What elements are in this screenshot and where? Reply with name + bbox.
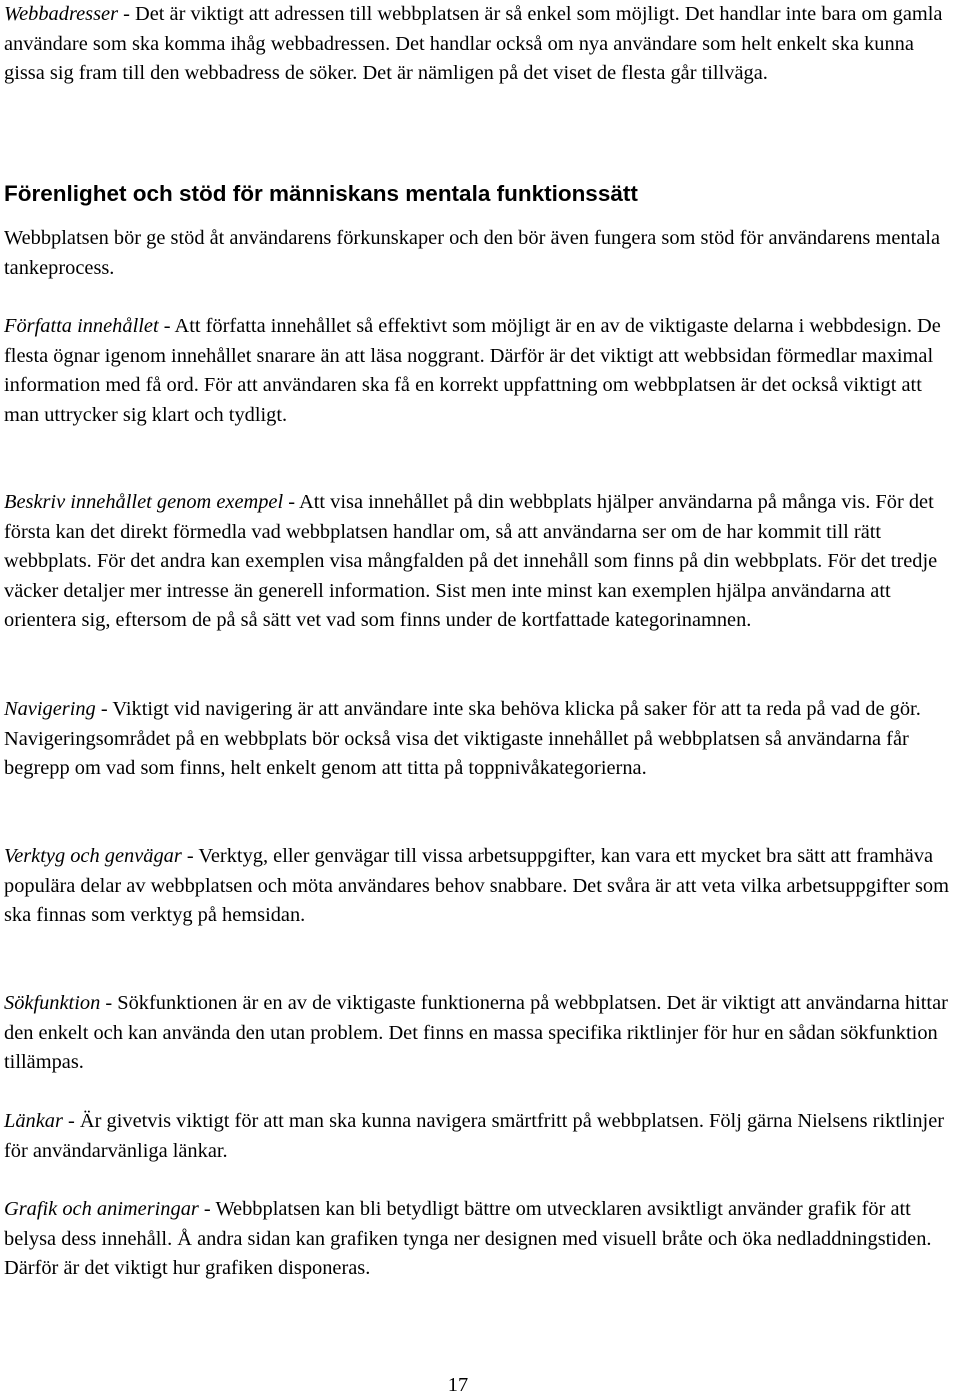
text-forfatta: - Att författa innehållet så effektivt som möjligt är en av de viktigaste delarna i webbdesign. De flesta ögnar igenom innehållet snarare än att läsa noggrant. Därför är det viktigt att webbsidan förmedlar maximal information med få ord. För att användaren ska få en korrekt uppfattning om webbplatsen är det också viktigt att man uttrycker sig klart och tydligt. xyxy=(4,315,941,426)
term-lankar: Länkar xyxy=(4,1110,63,1132)
text-sokfunktion: - Sökfunktionen är en av de viktigaste funktionerna på webbplatsen. Det är viktigt att användarna hittar den enkelt och kan använda den utan problem. Det finns en massa specifika riktlinjer för hur en sådan sökfunktion tillämpas. xyxy=(4,992,948,1073)
paragraph-intro xyxy=(4,224,956,283)
term-webbadresser: Webbadresser xyxy=(4,3,119,25)
paragraph-forfatta xyxy=(4,312,956,430)
text-webbadresser: - Det är viktigt att adressen till webbplatsen är så enkel som möjligt. Det handlar inte bara om gamla användare som ska komma ihåg webbadressen. Det handlar också om nya användare som helt enkelt ska kunna gissa sig fram till den webbadress de söker. Det är nämligen på det viset de flesta går tillväga. xyxy=(4,3,943,84)
term-grafik: Grafik och animeringar xyxy=(4,1198,199,1220)
text-intro: Webbplatsen bör ge stöd åt användarens förkunskaper och den bör även fungera som stöd för användarens mentala tankeprocess. xyxy=(4,227,941,279)
text-navigering: - Viktigt vid navigering är att användare inte ska behöva klicka på saker för att ta reda på vad de gör. Navigeringsområdet på en webbplats bör också visa det viktigaste innehållet på webbplatsen så användarna får begrepp om vad som finns, helt enkelt genom att titta på toppnivåkategorierna. xyxy=(4,698,921,779)
section-heading: Förenlighet och stöd för människans mentala funktionssätt xyxy=(4,181,638,206)
term-beskriv: Beskriv innehållet genom exempel xyxy=(4,491,284,513)
paragraph-webbadresser xyxy=(4,0,956,89)
paragraph-beskriv xyxy=(4,488,956,636)
paragraph-navigering xyxy=(4,695,956,784)
term-sokfunktion: Sökfunktion xyxy=(4,992,101,1014)
text-grafik: - Webbplatsen kan bli betydligt bättre om utvecklaren avsiktligt använder grafik för att belysa dess innehåll. Å andra sidan kan grafiken tynga ner designen med visuell bråte och öka nedladdningstiden. Därför är det viktigt hur grafiken disponeras. xyxy=(4,1198,932,1279)
document-page xyxy=(4,0,956,1399)
paragraph-lankar xyxy=(4,1107,956,1166)
paragraph-verktyg xyxy=(4,842,956,931)
paragraph-sokfunktion xyxy=(4,989,956,1078)
page-number: 17 xyxy=(447,1374,469,1396)
term-forfatta: Författa innehållet xyxy=(4,315,159,337)
paragraph-grafik xyxy=(4,1195,956,1284)
text-verktyg: - Verktyg, eller genvägar till vissa arbetsuppgifter, kan vara ett mycket bra sätt att framhäva populära delar av webbplatsen och möta användares behov snabbare. Det svåra är att veta vilka arbetsuppgifter som ska finnas som verktyg på hemsidan. xyxy=(4,845,949,926)
text-beskriv: - Att visa innehållet på din webbplats hjälper användarna på många vis. För det första kan det direkt förmedla vad webbplatsen handlar om, så att användarna ser om de har kommit till rätt webbplats. För det andra kan exemplen visa mångfalden på det innehåll som finns på din webbplats. För det tredje väcker detaljer mer intresse än generell information. Sist men inte minst kan exemplen hjälpa användarna att orientera sig, eftersom de på så sätt vet vad som finns under de kortfattade kategorinamnen. xyxy=(4,491,938,631)
term-verktyg: Verktyg och genvägar xyxy=(4,845,182,867)
term-navigering: Navigering xyxy=(4,698,96,720)
text-lankar: - Är givetvis viktigt för att man ska kunna navigera smärtfritt på webbplatsen. Följ gärna Nielsens riktlinjer för användarvänliga länkar. xyxy=(4,1110,945,1162)
